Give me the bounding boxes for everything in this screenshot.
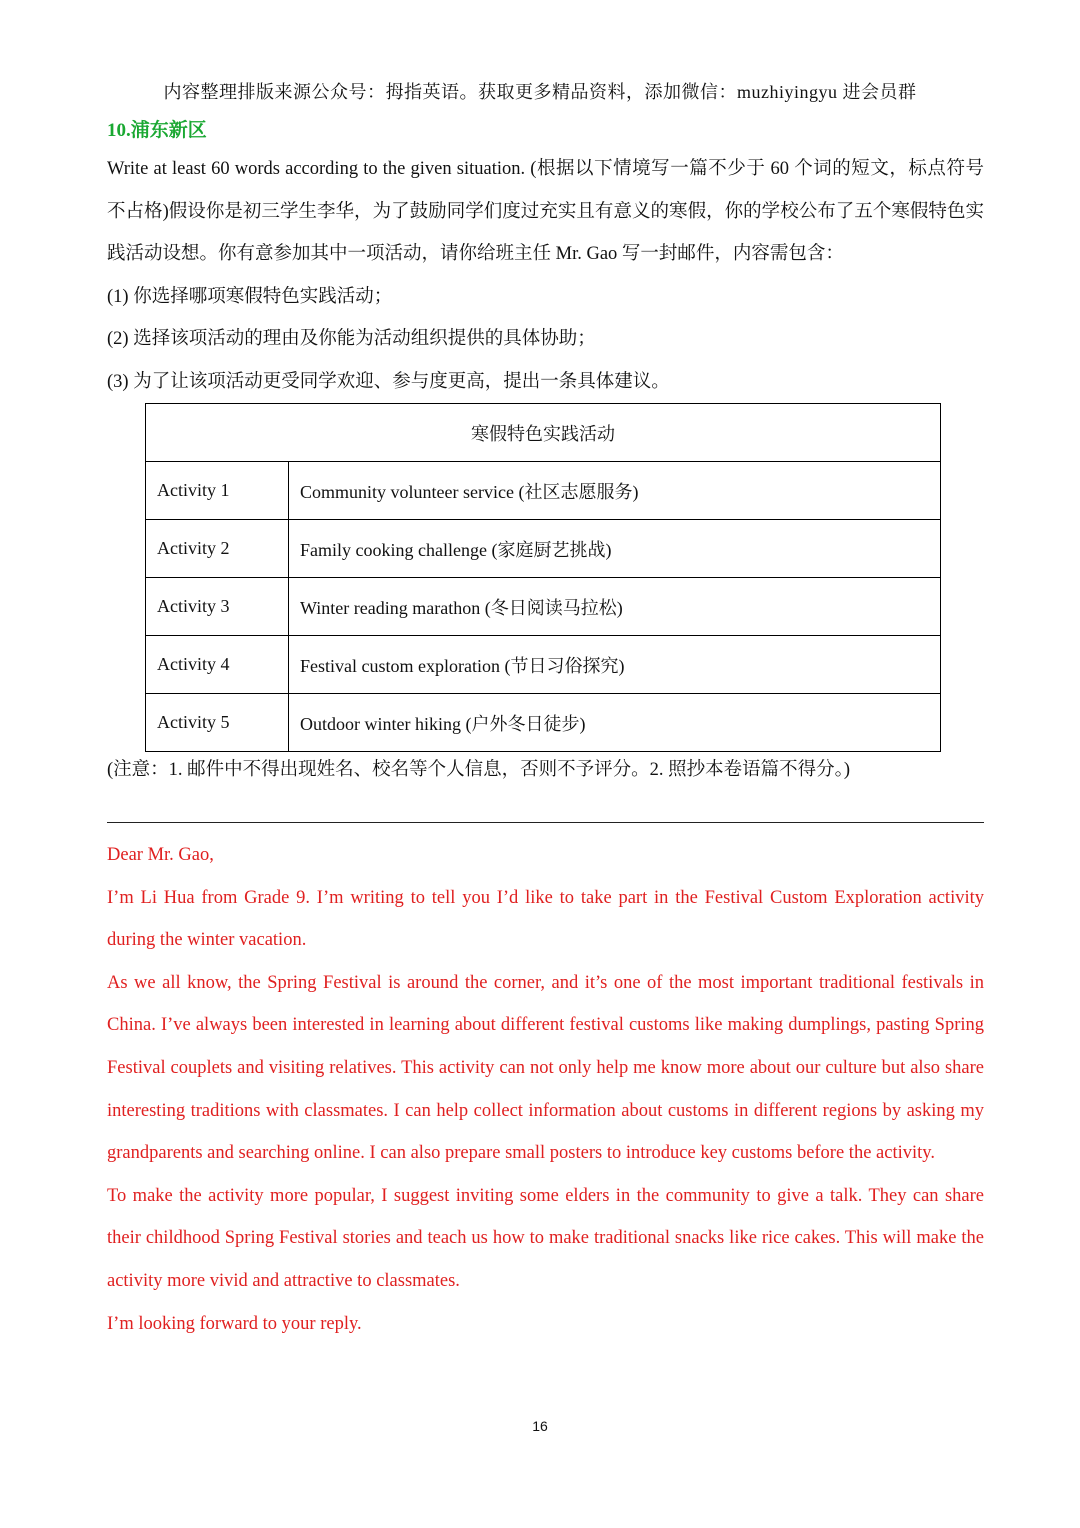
exam-note: (注意：1. 邮件中不得出现姓名、校名等个人信息，否则不予评分。2. 照抄本卷语篇不得分。) (107, 760, 851, 780)
table-row (146, 578, 941, 636)
activity-value: Family cooking challenge (家庭厨艺挑战) (289, 520, 941, 578)
essay-paragraph: As we all know, the Spring Festival is around the corner, and it’s one of the most important traditional festivals in China. I’ve always been interested in learning about different festival customs like making dumplings, pasting Spring Festival couplets and visiting relatives. This activity can not only help me know more about our culture but also share interesting traditions with classmates. I can help collect information about customs in different regions by asking my grandparents and searching online. I can also prepare small posters to introduce key customs before the activity. (107, 972, 984, 1164)
page-number: 16 (532, 1418, 548, 1434)
table-row (146, 462, 941, 520)
divider (107, 822, 984, 823)
question-title: 10.浦东新区 (107, 120, 207, 141)
activity-value: Winter reading marathon (冬日阅读马拉松) (289, 578, 941, 636)
prompt-point: (3) 为了让该项活动更受同学欢迎、参与度更高，提出一条具体建议。 (107, 371, 670, 392)
table-row (146, 636, 941, 694)
essay-paragraph: I’m Li Hua from Grade 9. I’m writing to tell you I’d like to take part in the Festival Custom Exploration activity during the winter vacation. (107, 887, 984, 951)
prompt-intro: Write at least 60 words according to the given situation. (根据以下情境写一篇不少于 60 个词的短文，标点符号不占格)假设你是初三学生李华，为了鼓励同学们度过充实且有意义的寒假，你的学校公布了五个寒假特色实践活动设想。你有意参加其中一项活动，请你给班主任 Mr. Gao 写一封邮件，内容需包含： (107, 159, 984, 264)
essay-paragraph: To make the activity more popular, I suggest inviting some elders in the community to give a talk. They can share their childhood Spring Festival stories and teach us how to make traditional snacks like rice cakes. This will make the activity more vivid and attractive to classmates. (107, 1185, 984, 1291)
table-header: 寒假特色实践活动 (146, 404, 941, 462)
activity-label: Activity 3 (146, 578, 289, 636)
table-header-row (146, 404, 941, 462)
essay-closing: I’m looking forward to your reply. (107, 1313, 362, 1334)
activity-label: Activity 4 (146, 636, 289, 694)
activities-table (145, 403, 941, 752)
prompt-point: (2) 选择该项活动的理由及你能为活动组织提供的具体协助； (107, 329, 596, 349)
prompt-point: (1) 你选择哪项寒假特色实践活动； (107, 286, 393, 307)
sample-essay (107, 834, 984, 1345)
table-row (146, 694, 941, 752)
essay-greeting: Dear Mr. Gao, (107, 845, 214, 865)
activity-label: Activity 1 (146, 462, 289, 520)
activity-value: Outdoor winter hiking (户外冬日徒步) (289, 694, 941, 752)
activity-value: Festival custom exploration (节日习俗探究) (289, 636, 941, 694)
activity-label: Activity 5 (146, 694, 289, 752)
table-row (146, 520, 941, 578)
activity-value: Community volunteer service (社区志愿服务) (289, 462, 941, 520)
page-header: 内容整理排版来源公众号：拇指英语。获取更多精品资料，添加微信：muzhiyingyu 进会员群 (163, 82, 917, 102)
writing-prompt (107, 148, 984, 403)
activity-label: Activity 2 (146, 520, 289, 578)
